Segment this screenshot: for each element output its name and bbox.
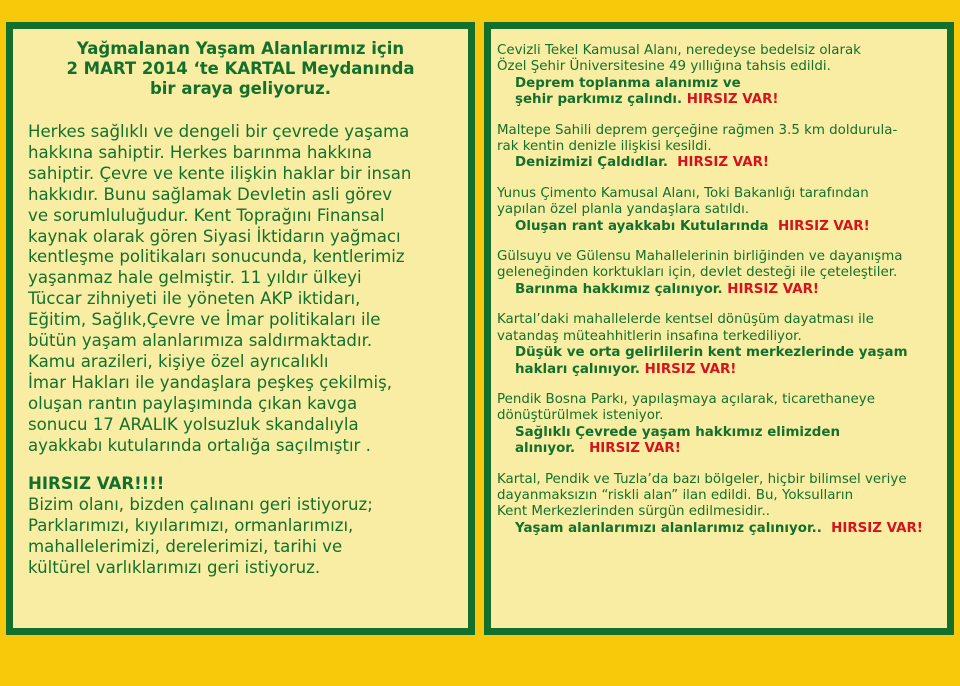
manifesto-text bbox=[13, 122, 468, 457]
case-block bbox=[491, 472, 947, 538]
case-text: dayanmaksızın “riskli alan” ilan edildi. Bu, Yoksulların bbox=[497, 487, 854, 503]
case-block bbox=[491, 312, 947, 378]
headline bbox=[13, 39, 468, 99]
case-text: Kent Merkezlerinden sürgün edilmesidir.. bbox=[497, 504, 770, 520]
right-panel bbox=[484, 22, 954, 635]
case-block bbox=[491, 392, 947, 458]
manifesto-line: İmar Hakları ile yandaşlara peşkeş çekilmiş, bbox=[28, 372, 393, 392]
closing-line: kültürel varlıklarımızı geri istiyoruz. bbox=[28, 557, 321, 577]
manifesto-line: Eğitim, Sağlık,Çevre ve İmar politikaları ile bbox=[28, 310, 381, 330]
case-text: Cevizli Tekel Kamusal Alanı, neredeyse bedelsiz olarak bbox=[497, 43, 861, 58]
case-claim: Düşük ve orta gelirlilerin kent merkezlerinde yaşam bbox=[515, 345, 908, 361]
closing-line: Parklarımızı, kıyılarımızı, ormanlarımızı, bbox=[28, 515, 354, 535]
case-text: Özel Şehir Üniversitesine 49 yıllığına tahsis edildi. bbox=[497, 59, 831, 75]
case-claim-text: şehir parkımız çalındı. bbox=[515, 92, 683, 108]
left-panel bbox=[6, 22, 475, 635]
case-text: Kartal’daki mahallelerde kentsel dönüşüm dayatması ile bbox=[497, 312, 874, 328]
case-text: vatandaş müteahhitlerin insafına terkediliyor. bbox=[497, 328, 802, 344]
case-claim-text: Oluşan rant ayakkabı Kutularında bbox=[515, 218, 769, 234]
case-claim: Sağlıklı Çevrede yaşam hakkımız elimizden bbox=[515, 424, 840, 440]
case-text: Gülsuyu ve Gülensu Mahallelerinin birliğinden ve dayanışma bbox=[497, 249, 903, 265]
hirsiz-var-label: HIRSIZ VAR! bbox=[686, 92, 779, 108]
case-claim bbox=[497, 362, 943, 378]
case-text: Kartal, Pendik ve Tuzla’da bazı bölgeler, hiçbir bilimsel veriye bbox=[497, 471, 907, 487]
manifesto-line: hakkına sahiptir. Herkes barınma hakkına bbox=[28, 142, 373, 162]
manifesto-line: hakkıdır. Bunu sağlamak Devletin asli görev bbox=[28, 184, 393, 204]
case-claim bbox=[497, 521, 943, 537]
case-text: Yunus Çimento Kamusal Alanı, Toki Bakanlığı tarafından bbox=[497, 185, 869, 201]
hirsiz-var-label: HIRSIZ VAR! bbox=[589, 441, 681, 457]
manifesto-line: Kamu arazileri, kişiye özel ayrıcalıklı bbox=[28, 351, 329, 371]
manifesto-line: yaşanmaz hale gelmiştir. 11 yıldır ülkeyi bbox=[28, 268, 362, 288]
closing-line: mahallelerimizi, derelerimizi, tarihi ve bbox=[28, 536, 343, 556]
hirsiz-var-heading: HIRSIZ VAR!!!! bbox=[28, 473, 165, 493]
closing-line: Bizim olanı, bizden çalınanı geri istiyoruz; bbox=[28, 494, 373, 514]
case-claim bbox=[497, 282, 943, 298]
headline-line: bir araya geliyoruz. bbox=[149, 79, 332, 98]
case-claim-text: Barınma hakkımız çalınıyor. bbox=[515, 281, 723, 297]
case-text: geleneğinden korktukları için, devlet desteği ile çeteleştiler. bbox=[497, 265, 898, 281]
case-text: Maltepe Sahili deprem gerçeğine rağmen 3.5 km doldurula- bbox=[497, 122, 898, 138]
hirsiz-var-label: HIRSIZ VAR! bbox=[777, 218, 870, 234]
hirsiz-var-label: HIRSIZ VAR! bbox=[644, 361, 737, 377]
case-block bbox=[491, 43, 947, 109]
manifesto-line: sahiptir. Çevre ve kente ilişkin haklar bir insan bbox=[28, 163, 412, 183]
right-panel-content bbox=[491, 29, 947, 628]
case-claim-text: Yaşam alanlarımızı alanlarımız çalınıyor.. bbox=[515, 520, 822, 536]
manifesto-line: Herkes sağlıklı ve dengeli bir çevrede yaşama bbox=[28, 122, 410, 141]
hirsiz-var-label: HIRSIZ VAR! bbox=[831, 520, 923, 536]
case-block bbox=[491, 249, 947, 298]
left-panel-content bbox=[13, 29, 468, 628]
case-claim bbox=[497, 155, 943, 171]
hirsiz-var-label: HIRSIZ VAR! bbox=[677, 155, 769, 171]
case-claim-text: alınıyor. bbox=[515, 441, 576, 457]
case-text: Pendik Bosna Parkı, yapılaşmaya açılarak, ticarethaneye bbox=[497, 391, 875, 407]
manifesto-line: ve sorumluluğudur. Kent Toprağını Finansal bbox=[28, 205, 385, 225]
headline-line: 2 MART 2014 ‘te KARTAL Meydanında bbox=[66, 59, 415, 78]
hirsiz-var-label: HIRSIZ VAR! bbox=[727, 281, 819, 297]
manifesto-line: oluşan rantın paylaşımında çıkan kavga bbox=[28, 393, 358, 413]
case-claim bbox=[497, 92, 943, 108]
case-text: yapılan özel planla yandaşlara satıldı. bbox=[497, 202, 750, 218]
case-claim: Deprem toplanma alanımız ve bbox=[515, 75, 741, 91]
case-block bbox=[491, 186, 947, 235]
manifesto-line: ayakkabı kutularında ortalığa saçılmıştır . bbox=[28, 435, 371, 455]
manifesto-line: kentleşme politikaları sonucunda, kentlerimiz bbox=[28, 247, 405, 267]
manifesto-line: kaynak olarak gören Siyasi İktidarın yağmacı bbox=[28, 226, 401, 246]
headline-line: Yağmalanan Yaşam Alanlarımız için bbox=[76, 39, 405, 58]
manifesto-line: Tüccar zihniyeti ile yöneten AKP iktidarı, bbox=[28, 289, 361, 309]
manifesto-line: sonucu 17 ARALIK yolsuzluk skandalıyla bbox=[28, 414, 359, 434]
case-claim bbox=[497, 441, 943, 457]
case-claim bbox=[497, 219, 943, 235]
closing-text bbox=[13, 494, 468, 578]
manifesto-line: bütün yaşam alanlarımıza saldırmaktadır. bbox=[28, 331, 373, 351]
case-block bbox=[491, 123, 947, 172]
case-text: dönüştürülmek isteniyor. bbox=[497, 408, 664, 424]
case-claim-text: Denizimizi Çaldıdlar. bbox=[515, 155, 668, 171]
case-claim-text: hakları çalınıyor. bbox=[515, 361, 640, 377]
case-text: rak kentin denizle ilişkisi kesildi. bbox=[497, 139, 712, 155]
